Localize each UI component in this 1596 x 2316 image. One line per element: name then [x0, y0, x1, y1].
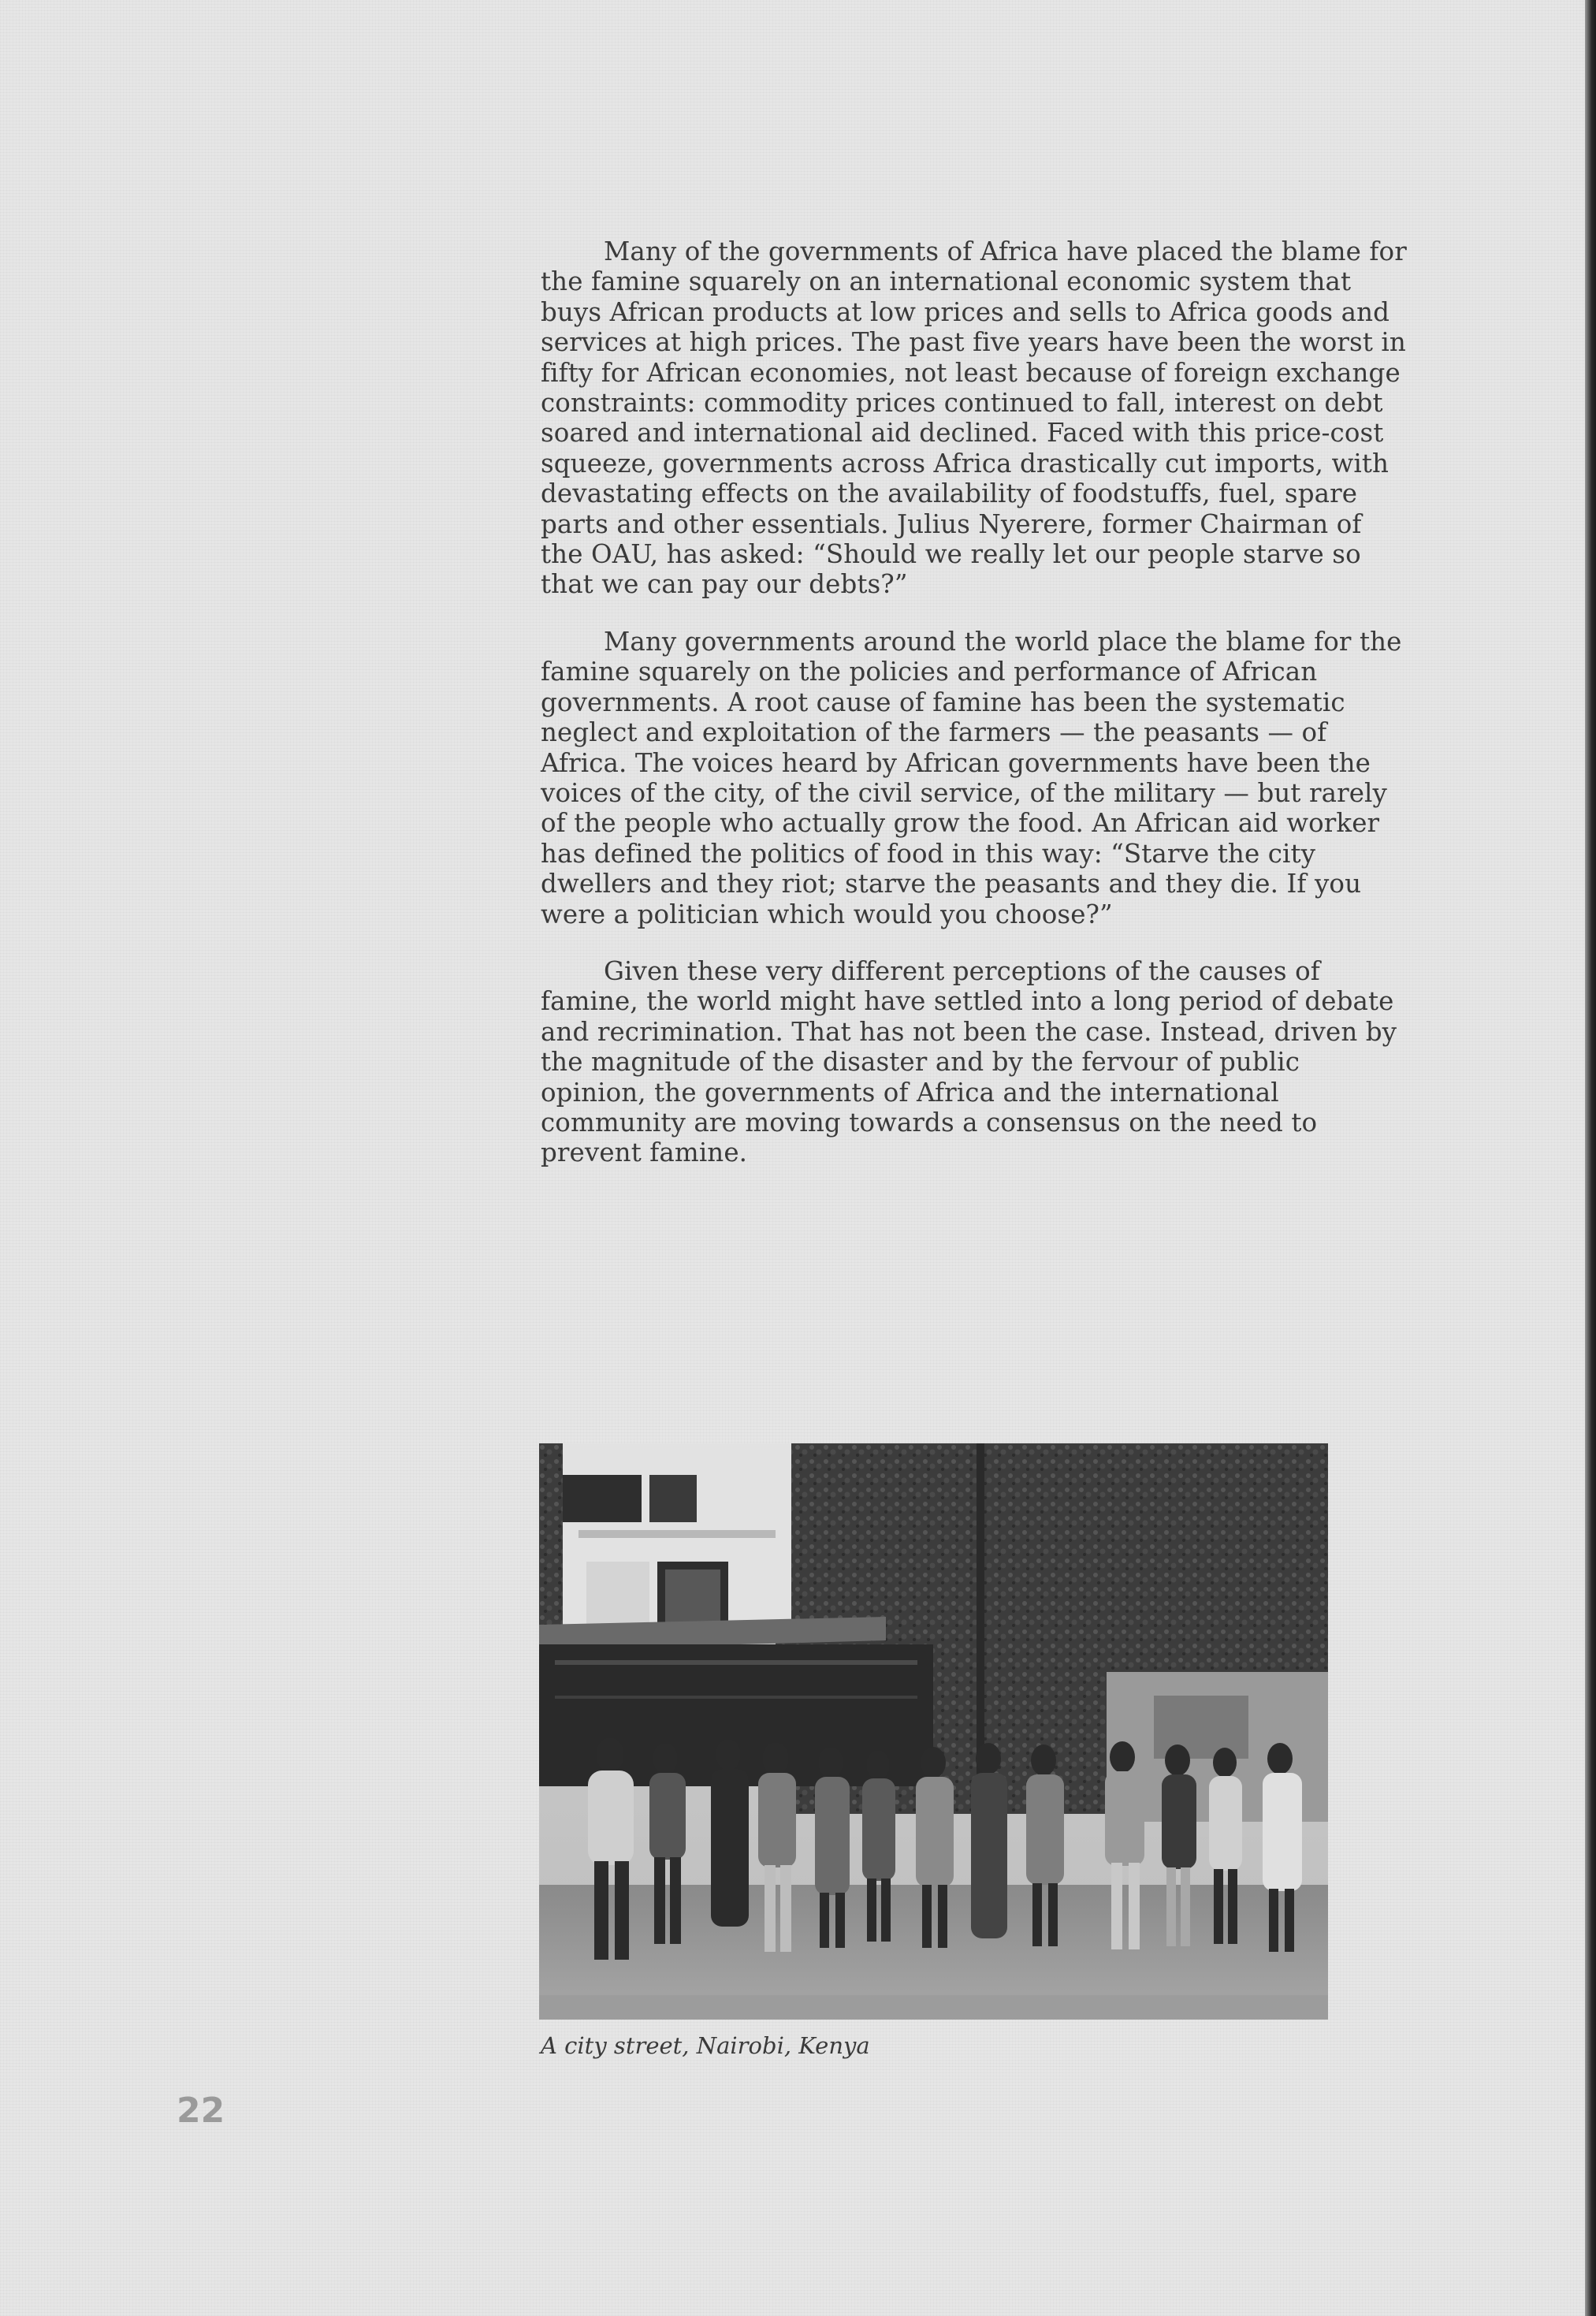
- paragraph-3: Given these very different perceptions of the causes of famine, the world might have settled into a long period of debate and recrimination. That has not been the case. Instead, driven by the magnitude of the disaster and by the fervour of public opinion, the governments of Africa and the international community are moving towards a consensus on the need to prevent famine.: [541, 955, 1397, 1168]
- page-edge-shadow: [1585, 0, 1596, 2316]
- paragraph-2: Many governments around the world place the blame for the famine squarely on the policies and performance of African governments. A root cause of famine has been the systematic neglect and exploitation of the farmers — the peasants — of Africa. The voices heard by African governments have been the voices of the city, of the civil service, of the military — but rarely of the people who actually grow the food. An African aid worker has defined the politics of food in this way: “Starve the city dwellers and they riot; starve the peasants and they die. If you were a politician which would you choose?”: [541, 626, 1402, 929]
- body-text: [541, 236, 1408, 1195]
- photo-caption: A city street, Nairobi, Kenya: [541, 2032, 870, 2059]
- street-photo: [539, 1443, 1328, 2020]
- page-number: 22: [177, 2091, 225, 2131]
- paragraph-1: Many of the governments of Africa have placed the blame for the famine squarely on an international economic system that buys African products at low prices and sells to Africa goods and services at high prices. The past five years have been the worst in fifty for African economies, not least because of foreign exchange constraints: commodity prices continued to fall, interest on debt soared and international aid declined. Faced with this price-cost squeeze, governments across Africa drastically cut imports, with devastating effects on the availability of foodstuffs, fuel, spare parts and other essentials. Julius Nyerere, former Chairman of the OAU, has asked: “Should we really let our people starve so that we can pay our debts?”: [541, 236, 1407, 600]
